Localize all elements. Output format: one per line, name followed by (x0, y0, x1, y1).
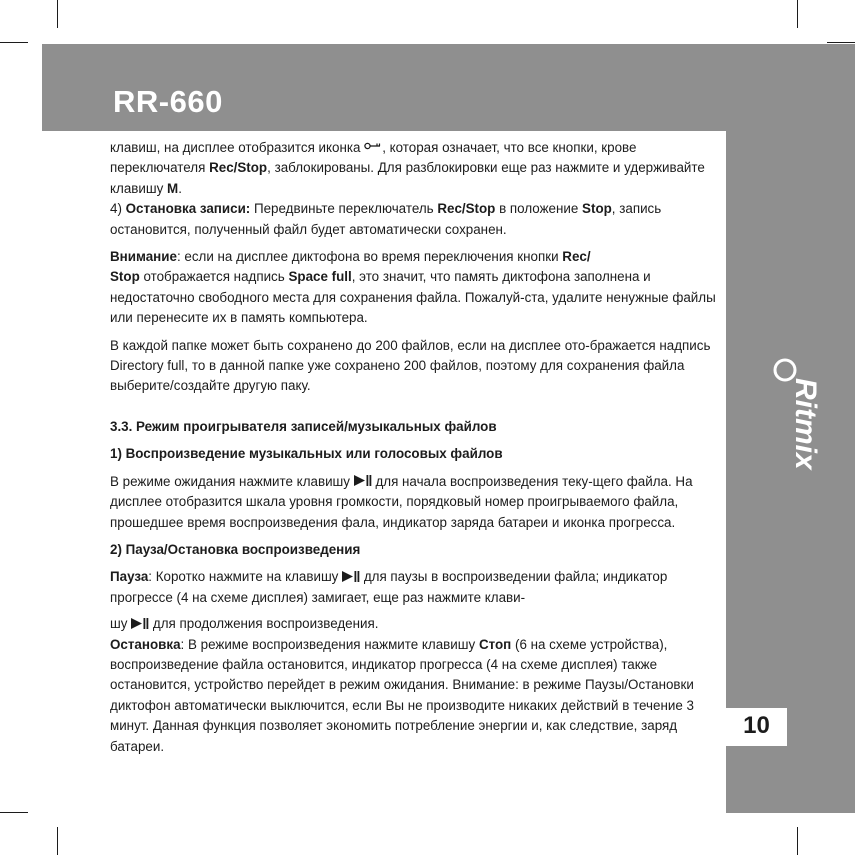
text-run: , заблокированы. Для разблокировки еще раз нажмите и удерживайте клавишу (110, 160, 705, 196)
stop-label: Stop (110, 269, 140, 285)
text-run: шу (110, 616, 132, 632)
pause-title: Пауза (110, 569, 149, 585)
rec-stop-label: Rec/Stop (209, 160, 268, 176)
text-run: , которая означает, что все кнопки, крове переключателя (110, 140, 637, 176)
text-run: для паузы в воспроизведении файла; индикатор прогрессе (4 на схеме дисплея) замигает, еще раз нажмите клави- (110, 569, 668, 605)
play-pause-icon (342, 571, 360, 582)
text-run: в положение (495, 201, 583, 217)
paragraph-lock (110, 138, 716, 199)
play-pause-icon (354, 475, 372, 486)
text-run: : Коротко нажмите на клавишу (148, 569, 343, 585)
crop-mark (0, 812, 28, 813)
text-run: клавиш, на дисплее отобразится иконка (110, 140, 365, 155)
crop-mark (797, 0, 798, 28)
paragraph-stop-recording (110, 199, 716, 240)
stop-label: Stop (582, 201, 612, 217)
text-run: : если на дисплее диктофона во время переключения кнопки (176, 249, 563, 265)
text-run: В режиме ожидания нажмите клавишу (110, 473, 354, 489)
page-content (110, 138, 716, 757)
text-run: , это значит, что память диктофона заполнена и недостаточно свободного места для сохранения файла. Пожалуй-ста, удалите ненужные файлы или перенесите их в память компьютера. (110, 269, 716, 326)
crop-mark (57, 827, 58, 855)
crop-mark (827, 42, 855, 43)
paragraph-directory: В каждой папке может быть сохранено до 200 файлов, если на дисплее ото-бражается надпись Directory full, то в данной папке уже сохранено 200 файлов, поэтому для сохранения файла выберите/создайте другую паку. (110, 337, 711, 394)
key-icon (364, 141, 382, 151)
model-title: RR-660 (113, 84, 223, 119)
text-run: для продолжения воспроизведения. (149, 616, 379, 632)
key-m-label: M (167, 180, 179, 196)
crop-mark (57, 0, 58, 28)
stop-recording-title: Остановка записи: (125, 201, 251, 217)
play-pause-icon (131, 618, 149, 629)
stop-title: Остановка (110, 636, 181, 652)
text-run: Передвиньте переключатель (250, 201, 438, 217)
rec-stop-label: Rec/Stop (437, 201, 496, 217)
text-run: . (178, 180, 182, 196)
brand-logo (764, 358, 822, 482)
text-run: : В режиме воспроизведения нажмите клавишу (180, 636, 479, 652)
text-run: для начала воспроизведения теку-щего файла. На дисплее отобразится шкала уровня громкости, порядковый номер проигрываемого файла, прошедшее время воспроизведения фала, индикатор заряда батареи и иконка прогресса. (110, 473, 693, 530)
attention-title: Внимание (110, 249, 177, 265)
paragraph-attention (110, 247, 716, 329)
text-run: отображается надпись (139, 269, 289, 285)
subheading-pause: 2) Пауза/Остановка воспроизведения (110, 541, 361, 557)
text-run: , запись остановится, полученный файл будет автоматически сохранен. (110, 201, 662, 237)
space-full-label: Space full (288, 269, 352, 285)
rec-label: Rec/ (562, 249, 591, 265)
brand-logo-text: Ritmix (789, 378, 822, 470)
subheading-playback: 1) Воспроизведение музыкальных или голосовых файлов (110, 446, 503, 462)
page-number: 10 (743, 712, 770, 739)
text-run: (6 на схеме устройства), воспроизведение файла остановится, индикатор прогресса (4 на схеме дисплея) также остановится, устройство перейдет в режим ожидания. Внимание: в режиме Паузы/Остановки диктофон автоматически выключится, если Вы не производите никаких действий в течение 3 минут. Данная функция позволяет экономить потребление энергии и, как следствие, заряд батареи. (110, 636, 694, 754)
crop-mark (797, 827, 798, 855)
paragraph-pause (110, 567, 716, 608)
text-run: 4) (110, 201, 126, 217)
paragraph-resume-stop (110, 614, 716, 757)
paragraph-playback (110, 472, 716, 533)
stop-key-label: Стоп (478, 636, 512, 652)
crop-mark (0, 42, 28, 43)
section-heading: 3.3. Режим проигрывателя записей/музыкальных файлов (110, 418, 497, 434)
